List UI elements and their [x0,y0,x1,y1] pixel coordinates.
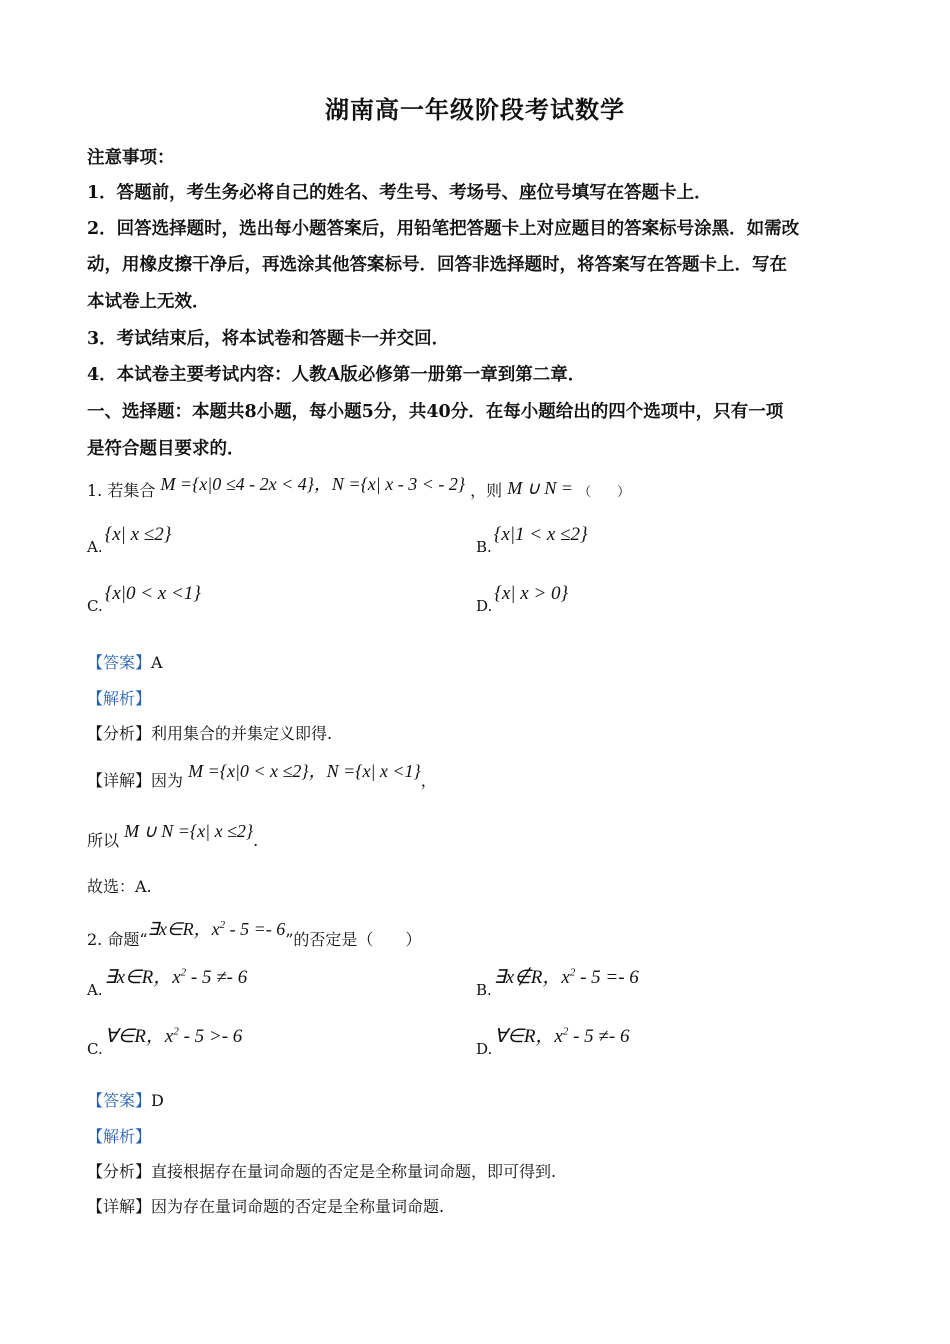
q2-analysis [87,1125,151,1149]
section-heading: 一、选择题：本题共8小题，每小题5分，共40分．在每小题给出的四个选项中，只有一项 [87,402,784,422]
note-4: 4．本试卷主要考试内容：人教A版必修第一册第一章到第二章． [87,365,586,385]
q2-option-b-sup: 2 [569,966,576,979]
page-title: 湖南高一年级阶段考试数学 [325,95,625,124]
q2-answer-value: D [151,1091,164,1110]
q2-option-d [476,1025,630,1058]
q2-option-c [87,1025,243,1058]
q1-detail-suffix: ， [420,771,437,790]
q2-option-b-part2: - 5 =- 6 [575,967,639,988]
q1-conclusion [87,821,259,853]
note-2-end: 本试卷上无效． [87,292,210,312]
q2-option-d-sup: 2 [562,1025,569,1038]
q1-analysis [87,687,151,711]
q2-prefix: 2. 命题“ [87,930,148,949]
q1-analysis-tag: 【解析】 [87,689,152,708]
q1-option-c-label: C. [87,597,103,615]
q1-answer-tag: 【答案】 [87,653,152,672]
q1-fenxi [87,722,332,746]
q1-option-d-label: D. [476,597,493,615]
q1-detail-expr: M ={x|0 < x ≤2}，N ={x| x <1} [188,761,421,781]
q2-expression [148,919,286,939]
q2-option-b-label: B. [476,981,492,999]
q1-option-b-label: B. [476,538,492,556]
q2-analysis-tag: 【解析】 [87,1127,152,1146]
q1-choose: 故选：A. [87,877,152,896]
note-2-cont: 动，用橡皮擦干净后，再选涂其他答案标号．回答非选择题时，将答案写在答题卡上．写在 [87,255,787,275]
section-heading-cont: 是符合题目要求的． [87,439,245,459]
q2-suffix: ”的否定是（ ） [285,930,422,949]
q1-paren: （ ） [578,485,631,500]
q2-option-c-label: C. [87,1040,103,1058]
q1-so-expr: M ∪ N ={x| x ≤2} [124,821,254,841]
q2-option-a [87,966,248,999]
notes-heading: 注意事项： [87,148,175,168]
q1-option-b-expr: {x|1 < x ≤2} [493,524,588,545]
q1-answer-value: A [151,653,163,672]
q1-answer [87,651,163,675]
q1-so-suffix: . [253,831,259,850]
q2-option-c-sup: 2 [173,1025,179,1038]
q2-fenxi [87,1160,556,1184]
q2-option-a-expr [105,962,248,989]
q1-option-a-expr: {x| x ≤2} [104,524,172,545]
q2-fenxi-text: 直接根据存在量词命题的否定是全称量词命题，即可得到. [151,1162,557,1181]
q1-fenxi-text: 利用集合的并集定义即得. [151,724,333,743]
q1-fenxi-tag: 【分析】 [87,724,152,743]
q1-option-a [87,524,172,556]
q1-option-a-label: A. [87,538,103,556]
question-1 [87,474,631,505]
q2-option-b [476,966,639,999]
q1-prefix: 1. 若集合 [87,481,156,500]
q1-option-c-expr: {x|0 < x <1} [104,583,201,604]
q2-option-a-sup: 2 [180,966,187,979]
note-3: 3．考试结束后，将本试卷和答题卡一并交回． [87,329,450,349]
q1-union-expression: M ∪ N = [507,478,574,498]
q2-option-a-part1: ∃x∈R，x [104,967,181,988]
note-1: 1．答题前，考生务必将自己的姓名、考生号、考场号、座位号填写在答题卡上． [87,183,712,203]
q2-answer-tag: 【答案】 [87,1091,152,1110]
q2-option-c-part1: ∀∈R，x [104,1026,174,1047]
q1-option-d-expr: {x| x > 0} [494,583,569,604]
q2-option-c-expr [105,1021,243,1048]
q2-detail-text: 因为存在量词命题的否定是全称量词命题. [151,1197,445,1216]
q2-detail-tag: 【详解】 [87,1197,152,1216]
q2-option-d-part2: - 5 ≠- 6 [568,1026,630,1047]
q1-option-d [476,583,569,615]
q2-expr-b: - 5 =- 6 [225,919,286,939]
q2-expr-sup: 2 [219,919,226,931]
q1-option-b [476,524,588,556]
q2-option-c-part2: - 5 >- 6 [178,1026,243,1047]
q2-option-d-expr [494,1021,629,1048]
q1-detail [87,761,437,793]
q2-option-d-label: D. [476,1040,493,1058]
q2-answer [87,1089,164,1113]
q2-option-a-part2: - 5 ≠- 6 [186,967,248,988]
q1-detail-prefix: 因为 [151,771,184,790]
q2-option-a-label: A. [87,981,103,999]
question-2 [87,919,422,952]
q2-option-b-expr [494,962,639,989]
note-2: 2．回答选择题时，选出每小题答案后，用铅笔把答题卡上对应题目的答案标号涂黑．如需改 [87,219,800,239]
q1-expression: M ={x|0 ≤4 - 2x < 4}，N ={x| x - 3 < - 2} [160,474,466,494]
q2-expr-a: ∃x∈R，x [147,919,220,939]
q1-option-c [87,583,201,615]
q2-option-b-part1: ∃x∉R，x [493,967,570,988]
q1-detail-tag: 【详解】 [87,771,152,790]
q2-option-d-part1: ∀∈R，x [494,1026,563,1047]
q2-fenxi-tag: 【分析】 [87,1162,152,1181]
q1-mid: ，则 [470,481,503,500]
q2-detail [87,1195,444,1219]
q1-so-prefix: 所以 [87,831,120,850]
